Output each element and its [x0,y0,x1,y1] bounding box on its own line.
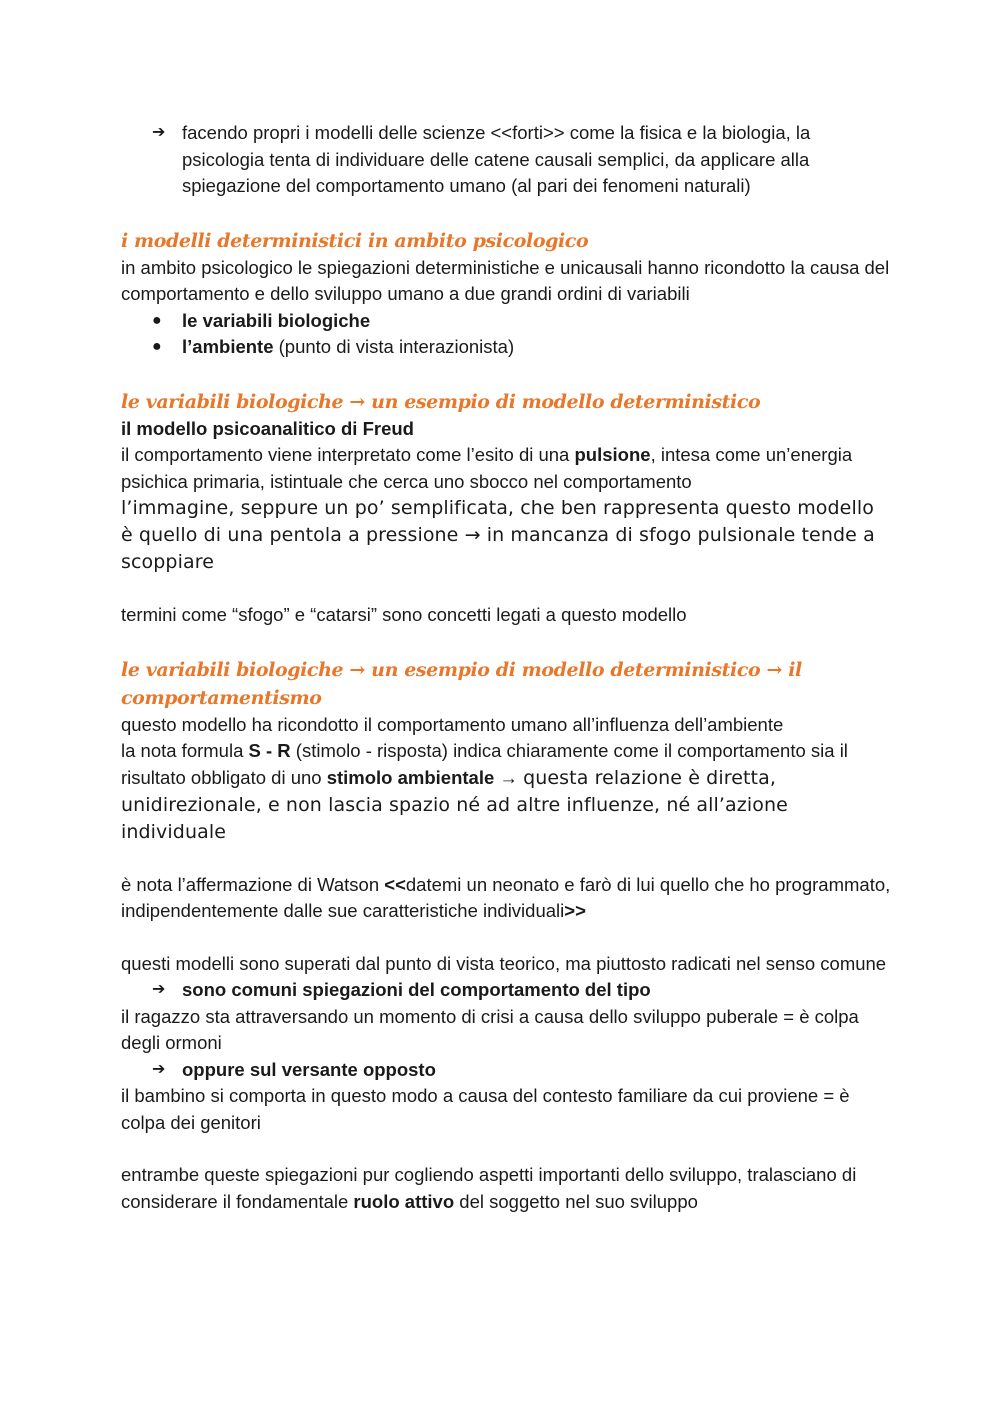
list-item-text: sono comuni spiegazioni del comportamento del tipo [182,979,651,1000]
list-item-text: (punto di vista interazionista) [273,336,515,357]
subtitle-text: il modello psicoanalitico di Freud [121,417,414,439]
list-item-text: oppure sul versante opposto [182,1058,436,1080]
bold-term: << [384,873,406,895]
bold-term: stimolo ambientale [326,766,495,788]
section-heading-behaviorism: le variabili biologiche → un esempio di modello deterministico → il comportamentismo [121,658,802,709]
text-run: il comportamento viene interpretato come l’esito di una [121,444,575,465]
paragraph: il bambino si comporta in questo modo a causa del contesto familiare da cui proviene = è colpa dei genitori [121,1085,850,1133]
arrow-bullet-icon: ➔ [152,124,166,141]
paragraph-sr-formula [121,738,891,846]
paragraph-pressure-cooker: l’immagine, seppure un po’ semplificata, che ben rappresenta questo modello è quello di una pentola a pressione → in mancanza di sfogo pulsionale tende a scoppiare [121,497,875,573]
intro-item-text: facendo propri i modelli delle scienze <<forti>> come la fisica e la biologia, la psicologia tenta di individuare delle catene causali semplici, da applicare alla spiegazione del comportamento umano (al pari dei fenomeni naturali) [182,122,811,196]
text-run: questa relazione è diretta, unidirezionale, e non lascia spazio né ad altre influenze, né all’azione individuale [121,766,788,843]
list-item [121,308,891,335]
list-item [121,977,891,1004]
bold-term: ruolo attivo [353,1190,455,1212]
arrow-bullet-icon: ➔ [152,1060,166,1078]
list-item-text: le variabili biologiche [182,309,371,331]
list-item [121,1057,891,1084]
bullet-icon: ● [152,338,162,355]
text-run: (stimolo - risposta) indica chiaramente come il comportamento sia il risultato obbligato di uno [121,740,848,788]
paragraph: il ragazzo sta attraversando un momento di crisi a causa dello sviluppo puberale = è colpa degli ormoni [121,1005,859,1053]
text-run: → [494,766,524,788]
paragraph: questo modello ha ricondotto il comportamento umano all’influenza dell’ambiente [121,713,784,735]
text-run: datemi un neonato e farò di lui quello che ho programmato, indipendentemente dalle sue caratteristiche individuali [121,873,891,921]
subtitle [121,416,891,443]
text-run: la nota formula [121,740,249,761]
bold-term: >> [564,900,586,921]
arrow-bullet-icon: ➔ [152,981,166,998]
paragraph: in ambito psicologico le spiegazioni deterministiche e unicausali hanno ricondotto la causa del comportamento e dello sviluppo umano a due grandi ordini di variabili [121,256,890,304]
bold-term: S - R [248,740,291,761]
document-body [121,120,891,1215]
section-heading-deterministic-models: i modelli deterministici in ambito psicologico [121,229,589,252]
list-item [121,334,891,361]
bold-term: pulsione [574,444,651,465]
paragraph-watson-quote [121,872,891,925]
text-run: del soggetto nel suo sviluppo [454,1190,698,1212]
paragraph [121,442,891,495]
paragraph-conclusion [121,1162,891,1215]
section-heading-biological-variables: le variabili biologiche → un esempio di modello deterministico [121,390,761,413]
intro-list-item [121,120,891,200]
bullet-icon: ● [152,311,162,329]
text-run: entrambe queste spiegazioni pur cogliendo aspetti importanti dello sviluppo, tralasciano di considerare il fondamentale [121,1164,857,1212]
text-run: è nota l’affermazione di Watson [121,873,385,895]
paragraph: termini come “sfogo” e “catarsi” sono concetti legati a questo modello [121,604,687,625]
list-item-bold: l’ambiente [182,336,274,357]
text-run: , intesa come un’energia psichica primaria, istintuale che cerca uno sbocco nel comportamento [121,444,853,492]
paragraph: questi modelli sono superati dal punto di vista teorico, ma piuttosto radicati nel senso comune [121,952,887,974]
